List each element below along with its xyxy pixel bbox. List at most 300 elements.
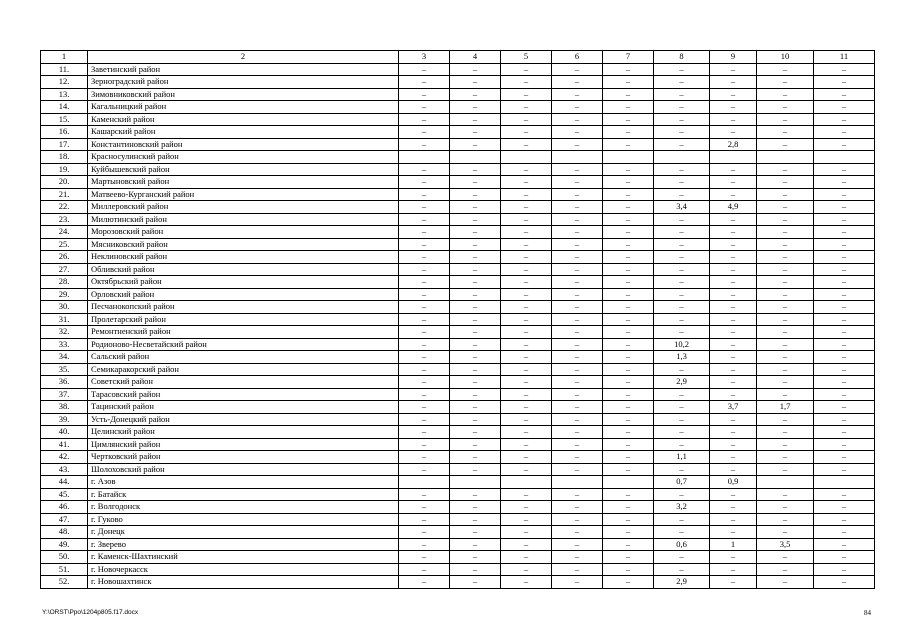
value-cell: – bbox=[757, 138, 814, 151]
value-cell: – bbox=[710, 488, 757, 501]
value-cell: – bbox=[757, 101, 814, 114]
value-cell: – bbox=[399, 288, 450, 301]
district-name: г. Новочеркасск bbox=[88, 563, 399, 576]
value-cell: – bbox=[501, 213, 552, 226]
district-name: Песчанокопский район bbox=[88, 301, 399, 314]
value-cell: – bbox=[501, 138, 552, 151]
value-cell: – bbox=[552, 376, 603, 389]
value-cell: – bbox=[450, 188, 501, 201]
value-cell: – bbox=[552, 176, 603, 189]
value-cell: – bbox=[552, 301, 603, 314]
table-row bbox=[41, 238, 875, 251]
table-row bbox=[41, 338, 875, 351]
value-cell: – bbox=[757, 188, 814, 201]
value-cell: – bbox=[501, 251, 552, 264]
value-cell: – bbox=[399, 551, 450, 564]
value-cell: – bbox=[814, 251, 875, 264]
value-cell: – bbox=[399, 501, 450, 514]
table-row bbox=[41, 326, 875, 339]
value-cell: – bbox=[399, 63, 450, 76]
column-header: 4 bbox=[450, 51, 501, 64]
table-row bbox=[41, 501, 875, 514]
value-cell: – bbox=[399, 488, 450, 501]
value-cell: – bbox=[501, 538, 552, 551]
value-cell: – bbox=[814, 126, 875, 139]
district-name: Зерноградский район bbox=[88, 76, 399, 89]
value-cell: – bbox=[450, 126, 501, 139]
value-cell: – bbox=[814, 513, 875, 526]
row-number: 51. bbox=[41, 563, 88, 576]
table-row bbox=[41, 513, 875, 526]
value-cell: – bbox=[552, 351, 603, 364]
value-cell: – bbox=[710, 576, 757, 589]
value-cell: – bbox=[710, 338, 757, 351]
value-cell: – bbox=[399, 276, 450, 289]
table-row bbox=[41, 488, 875, 501]
value-cell: – bbox=[710, 226, 757, 239]
row-number: 19. bbox=[41, 163, 88, 176]
district-name: г. Волгодонск bbox=[88, 501, 399, 514]
district-name: Зимовниковский район bbox=[88, 88, 399, 101]
value-cell: – bbox=[814, 226, 875, 239]
district-name: Каменский район bbox=[88, 113, 399, 126]
table-row bbox=[41, 526, 875, 539]
value-cell: – bbox=[552, 76, 603, 89]
value-cell: – bbox=[501, 76, 552, 89]
value-cell: – bbox=[552, 563, 603, 576]
value-cell: – bbox=[654, 563, 710, 576]
value-cell: – bbox=[710, 238, 757, 251]
value-cell: 1,3 bbox=[654, 351, 710, 364]
value-cell: – bbox=[501, 313, 552, 326]
value-cell: – bbox=[603, 526, 654, 539]
value-cell: – bbox=[399, 401, 450, 414]
district-name: Целинский район bbox=[88, 426, 399, 439]
value-cell: – bbox=[757, 426, 814, 439]
value-cell: – bbox=[501, 226, 552, 239]
value-cell: – bbox=[814, 363, 875, 376]
value-cell: – bbox=[654, 138, 710, 151]
table-row bbox=[41, 476, 875, 489]
value-cell: – bbox=[501, 426, 552, 439]
value-cell: – bbox=[814, 463, 875, 476]
value-cell: – bbox=[552, 413, 603, 426]
value-cell: – bbox=[399, 413, 450, 426]
row-number: 39. bbox=[41, 413, 88, 426]
value-cell: – bbox=[552, 213, 603, 226]
table-row bbox=[41, 376, 875, 389]
value-cell: – bbox=[814, 401, 875, 414]
value-cell: – bbox=[814, 376, 875, 389]
value-cell bbox=[552, 476, 603, 489]
value-cell: – bbox=[603, 438, 654, 451]
value-cell: 3,5 bbox=[757, 538, 814, 551]
value-cell: – bbox=[552, 388, 603, 401]
value-cell: – bbox=[552, 438, 603, 451]
value-cell: – bbox=[501, 301, 552, 314]
district-name: Семикаракорский район bbox=[88, 363, 399, 376]
value-cell: – bbox=[603, 538, 654, 551]
value-cell: – bbox=[814, 501, 875, 514]
value-cell: – bbox=[603, 488, 654, 501]
value-cell: – bbox=[710, 326, 757, 339]
value-cell: – bbox=[450, 213, 501, 226]
row-number: 38. bbox=[41, 401, 88, 414]
value-cell: – bbox=[603, 338, 654, 351]
value-cell: – bbox=[757, 313, 814, 326]
value-cell: – bbox=[603, 163, 654, 176]
value-cell: – bbox=[552, 163, 603, 176]
column-header: 10 bbox=[757, 51, 814, 64]
value-cell: – bbox=[450, 301, 501, 314]
table-row bbox=[41, 113, 875, 126]
value-cell: – bbox=[757, 376, 814, 389]
value-cell: – bbox=[814, 201, 875, 214]
value-cell: – bbox=[757, 438, 814, 451]
table-row bbox=[41, 301, 875, 314]
row-number: 49. bbox=[41, 538, 88, 551]
value-cell bbox=[501, 476, 552, 489]
value-cell: – bbox=[552, 113, 603, 126]
row-number: 14. bbox=[41, 101, 88, 114]
value-cell: – bbox=[757, 513, 814, 526]
value-cell: – bbox=[654, 126, 710, 139]
value-cell: – bbox=[654, 176, 710, 189]
value-cell: – bbox=[814, 188, 875, 201]
value-cell: – bbox=[814, 538, 875, 551]
value-cell: – bbox=[552, 101, 603, 114]
value-cell: – bbox=[814, 451, 875, 464]
value-cell: – bbox=[450, 88, 501, 101]
value-cell: – bbox=[757, 276, 814, 289]
value-cell: – bbox=[814, 426, 875, 439]
value-cell: – bbox=[654, 163, 710, 176]
value-cell: – bbox=[501, 113, 552, 126]
value-cell: – bbox=[450, 376, 501, 389]
value-cell bbox=[814, 476, 875, 489]
value-cell: – bbox=[757, 351, 814, 364]
value-cell: – bbox=[814, 388, 875, 401]
value-cell: – bbox=[654, 526, 710, 539]
value-cell: 3,4 bbox=[654, 201, 710, 214]
value-cell: – bbox=[757, 413, 814, 426]
value-cell: – bbox=[814, 101, 875, 114]
value-cell: – bbox=[654, 63, 710, 76]
column-header: 11 bbox=[814, 51, 875, 64]
value-cell: – bbox=[710, 88, 757, 101]
value-cell bbox=[399, 151, 450, 164]
value-cell: – bbox=[501, 413, 552, 426]
district-name: Обливский район bbox=[88, 263, 399, 276]
value-cell: – bbox=[710, 463, 757, 476]
value-cell: – bbox=[757, 263, 814, 276]
value-cell: – bbox=[399, 88, 450, 101]
value-cell: – bbox=[814, 238, 875, 251]
value-cell: – bbox=[603, 238, 654, 251]
value-cell: – bbox=[450, 538, 501, 551]
value-cell: – bbox=[552, 263, 603, 276]
value-cell: – bbox=[710, 313, 757, 326]
value-cell: – bbox=[552, 501, 603, 514]
table-row bbox=[41, 413, 875, 426]
row-number: 29. bbox=[41, 288, 88, 301]
district-name: Ремонтненский район bbox=[88, 326, 399, 339]
row-number: 30. bbox=[41, 301, 88, 314]
value-cell: – bbox=[757, 88, 814, 101]
value-cell: – bbox=[603, 376, 654, 389]
value-cell: – bbox=[603, 76, 654, 89]
table-row bbox=[41, 76, 875, 89]
value-cell: – bbox=[501, 551, 552, 564]
row-number: 36. bbox=[41, 376, 88, 389]
row-number: 28. bbox=[41, 276, 88, 289]
value-cell: – bbox=[552, 576, 603, 589]
value-cell: – bbox=[814, 563, 875, 576]
value-cell bbox=[710, 151, 757, 164]
district-name: Мартыновский район bbox=[88, 176, 399, 189]
value-cell: 1 bbox=[710, 538, 757, 551]
value-cell: – bbox=[603, 313, 654, 326]
district-name: г. Азов bbox=[88, 476, 399, 489]
row-number: 42. bbox=[41, 451, 88, 464]
value-cell: – bbox=[603, 101, 654, 114]
value-cell: – bbox=[399, 513, 450, 526]
district-name: Морозовский район bbox=[88, 226, 399, 239]
value-cell: 3,2 bbox=[654, 501, 710, 514]
table-row bbox=[41, 226, 875, 239]
row-number: 15. bbox=[41, 113, 88, 126]
table-row bbox=[41, 201, 875, 214]
value-cell: – bbox=[603, 263, 654, 276]
table-row bbox=[41, 463, 875, 476]
district-name: Октябрьский район bbox=[88, 276, 399, 289]
value-cell: – bbox=[450, 488, 501, 501]
value-cell: – bbox=[552, 188, 603, 201]
value-cell: – bbox=[501, 563, 552, 576]
value-cell: – bbox=[501, 188, 552, 201]
value-cell: – bbox=[757, 251, 814, 264]
value-cell: – bbox=[399, 538, 450, 551]
column-header: 1 bbox=[41, 51, 88, 64]
value-cell: – bbox=[757, 388, 814, 401]
value-cell: – bbox=[710, 76, 757, 89]
value-cell: – bbox=[654, 488, 710, 501]
value-cell: – bbox=[654, 426, 710, 439]
value-cell: – bbox=[757, 201, 814, 214]
value-cell: – bbox=[501, 338, 552, 351]
value-cell: – bbox=[654, 401, 710, 414]
value-cell: – bbox=[399, 388, 450, 401]
value-cell: – bbox=[710, 126, 757, 139]
row-number: 33. bbox=[41, 338, 88, 351]
value-cell: – bbox=[710, 276, 757, 289]
value-cell: – bbox=[399, 101, 450, 114]
row-number: 17. bbox=[41, 138, 88, 151]
row-number: 52. bbox=[41, 576, 88, 589]
value-cell: – bbox=[450, 238, 501, 251]
value-cell: – bbox=[757, 163, 814, 176]
value-cell bbox=[603, 151, 654, 164]
value-cell: 3,7 bbox=[710, 401, 757, 414]
value-cell: – bbox=[654, 326, 710, 339]
value-cell: – bbox=[399, 263, 450, 276]
value-cell bbox=[757, 476, 814, 489]
value-cell: – bbox=[603, 301, 654, 314]
value-cell: – bbox=[757, 63, 814, 76]
value-cell: – bbox=[710, 388, 757, 401]
value-cell: – bbox=[552, 326, 603, 339]
table-row bbox=[41, 563, 875, 576]
value-cell: 0,9 bbox=[710, 476, 757, 489]
value-cell: – bbox=[757, 551, 814, 564]
value-cell: – bbox=[757, 576, 814, 589]
value-cell: – bbox=[603, 213, 654, 226]
row-number: 46. bbox=[41, 501, 88, 514]
table-row bbox=[41, 151, 875, 164]
value-cell: – bbox=[710, 113, 757, 126]
value-cell: – bbox=[552, 251, 603, 264]
value-cell: – bbox=[450, 63, 501, 76]
value-cell: – bbox=[654, 513, 710, 526]
row-number: 35. bbox=[41, 363, 88, 376]
value-cell: – bbox=[814, 413, 875, 426]
value-cell: – bbox=[501, 163, 552, 176]
row-number: 27. bbox=[41, 263, 88, 276]
value-cell: 2,9 bbox=[654, 576, 710, 589]
value-cell: – bbox=[654, 101, 710, 114]
district-name: Заветинский район bbox=[88, 63, 399, 76]
value-cell: – bbox=[814, 526, 875, 539]
value-cell: – bbox=[757, 326, 814, 339]
value-cell: – bbox=[757, 363, 814, 376]
district-name: Куйбышевский район bbox=[88, 163, 399, 176]
value-cell: – bbox=[814, 551, 875, 564]
value-cell bbox=[450, 476, 501, 489]
district-name: Тацинский район bbox=[88, 401, 399, 414]
value-cell: – bbox=[757, 463, 814, 476]
value-cell bbox=[757, 151, 814, 164]
value-cell: – bbox=[757, 176, 814, 189]
value-cell: – bbox=[814, 88, 875, 101]
district-name: г. Новошахтинск bbox=[88, 576, 399, 589]
district-name: Матвеево-Курганский район bbox=[88, 188, 399, 201]
value-cell: 1,7 bbox=[757, 401, 814, 414]
district-name: г. Каменск-Шахтинский bbox=[88, 551, 399, 564]
value-cell: – bbox=[552, 426, 603, 439]
table-row bbox=[41, 263, 875, 276]
row-number: 34. bbox=[41, 351, 88, 364]
value-cell: – bbox=[603, 451, 654, 464]
row-number: 24. bbox=[41, 226, 88, 239]
value-cell: – bbox=[710, 213, 757, 226]
value-cell: – bbox=[450, 76, 501, 89]
row-number: 41. bbox=[41, 438, 88, 451]
value-cell: – bbox=[710, 551, 757, 564]
district-name: Пролетарский район bbox=[88, 313, 399, 326]
value-cell: – bbox=[710, 188, 757, 201]
row-number: 25. bbox=[41, 238, 88, 251]
row-number: 21. bbox=[41, 188, 88, 201]
value-cell: – bbox=[603, 463, 654, 476]
row-number: 20. bbox=[41, 176, 88, 189]
value-cell: – bbox=[757, 126, 814, 139]
value-cell: – bbox=[603, 176, 654, 189]
value-cell: – bbox=[603, 351, 654, 364]
value-cell: – bbox=[399, 301, 450, 314]
value-cell: – bbox=[501, 288, 552, 301]
value-cell: – bbox=[814, 338, 875, 351]
value-cell: 2,9 bbox=[654, 376, 710, 389]
value-cell: – bbox=[757, 451, 814, 464]
value-cell: – bbox=[603, 563, 654, 576]
value-cell: – bbox=[654, 388, 710, 401]
value-cell: – bbox=[603, 138, 654, 151]
data-table bbox=[40, 50, 875, 589]
value-cell: – bbox=[603, 288, 654, 301]
district-name: Усть-Донецкий район bbox=[88, 413, 399, 426]
value-cell: – bbox=[603, 551, 654, 564]
value-cell: – bbox=[450, 388, 501, 401]
value-cell: – bbox=[501, 501, 552, 514]
value-cell: – bbox=[552, 276, 603, 289]
table-row bbox=[41, 288, 875, 301]
value-cell: – bbox=[757, 563, 814, 576]
value-cell: – bbox=[399, 201, 450, 214]
value-cell: – bbox=[757, 238, 814, 251]
value-cell bbox=[654, 151, 710, 164]
row-number: 16. bbox=[41, 126, 88, 139]
table-row bbox=[41, 88, 875, 101]
value-cell: – bbox=[710, 526, 757, 539]
value-cell: – bbox=[399, 576, 450, 589]
value-cell: – bbox=[710, 288, 757, 301]
column-header: 2 bbox=[88, 51, 399, 64]
file-path-footer: Y:\ORST\Ppo\1204p805.f17.docx bbox=[42, 609, 139, 616]
value-cell: – bbox=[450, 101, 501, 114]
table-row bbox=[41, 63, 875, 76]
value-cell: – bbox=[710, 413, 757, 426]
value-cell: – bbox=[501, 401, 552, 414]
value-cell: – bbox=[450, 551, 501, 564]
value-cell: – bbox=[501, 488, 552, 501]
value-cell: – bbox=[654, 113, 710, 126]
value-cell: – bbox=[710, 163, 757, 176]
value-cell: – bbox=[552, 226, 603, 239]
value-cell: – bbox=[450, 313, 501, 326]
district-name: Чертковский район bbox=[88, 451, 399, 464]
value-cell: – bbox=[399, 438, 450, 451]
table-row bbox=[41, 276, 875, 289]
value-cell: – bbox=[501, 263, 552, 276]
value-cell: – bbox=[399, 338, 450, 351]
value-cell: – bbox=[603, 363, 654, 376]
value-cell: – bbox=[501, 438, 552, 451]
value-cell: – bbox=[450, 563, 501, 576]
value-cell: – bbox=[654, 238, 710, 251]
row-number: 13. bbox=[41, 88, 88, 101]
table-row bbox=[41, 538, 875, 551]
value-cell: – bbox=[399, 326, 450, 339]
value-cell: – bbox=[450, 413, 501, 426]
value-cell: – bbox=[450, 351, 501, 364]
value-cell: – bbox=[450, 501, 501, 514]
value-cell: – bbox=[814, 326, 875, 339]
value-cell: – bbox=[710, 513, 757, 526]
value-cell: – bbox=[814, 113, 875, 126]
value-cell: 10,2 bbox=[654, 338, 710, 351]
value-cell: – bbox=[450, 513, 501, 526]
value-cell: – bbox=[814, 138, 875, 151]
